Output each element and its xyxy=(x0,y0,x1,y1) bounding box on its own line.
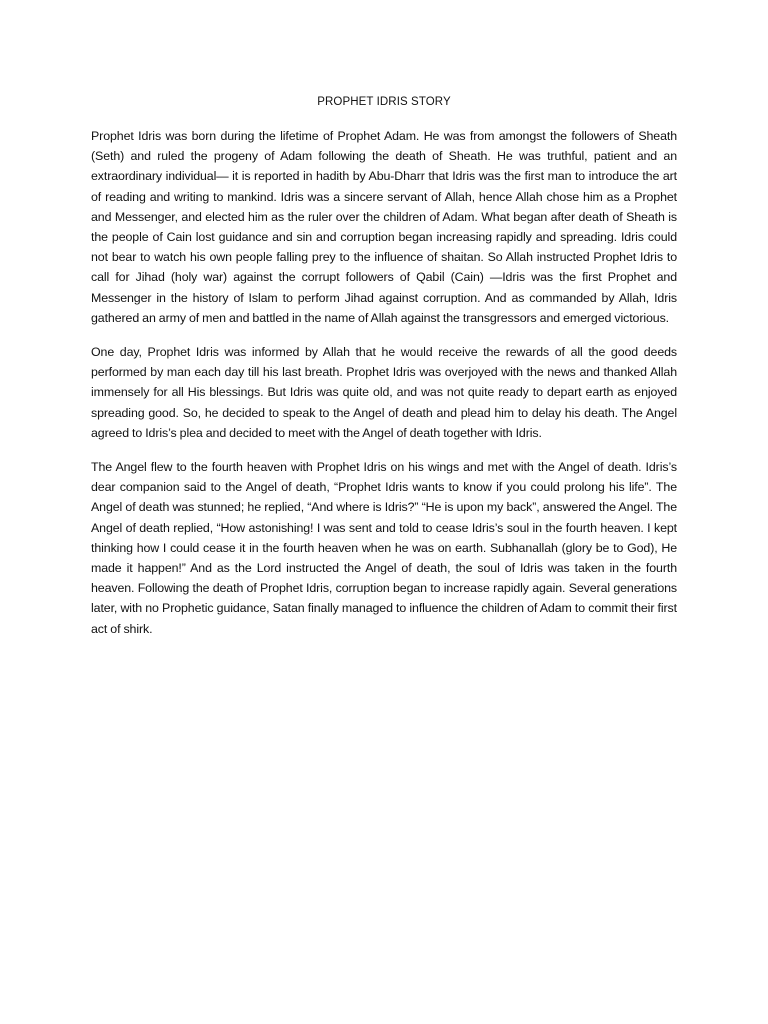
document-body xyxy=(91,126,677,653)
paragraph-2: One day, Prophet Idris was informed by Allah that he would receive the rewards of all the good deeds performed by man each day till his last breath. Prophet Idris was overjoyed with the news and thanked Allah immensely for all His blessings. But Idris was quite old, and was not quite ready to depart earth as enjoyed spreading good. So, he decided to speak to the Angel of death and plead him to delay his death. The Angel agreed to Idris’s plea and decided to meet with the Angel of death together with Idris. xyxy=(91,345,677,440)
paragraph-3: The Angel flew to the fourth heaven with Prophet Idris on his wings and met with the Angel of death. Idris’s dear companion said to the Angel of death, “Prophet Idris wants to know if you could prolong his life”. The Angel of death was stunned; he replied, “And where is Idris?” “He is upon my back”, answered the Angel. The Angel of death replied, “How astonishing! I was sent and told to cease Idris’s soul in the fourth heaven. I kept thinking how I could cease it in the fourth heaven when he was on earth. Subhanallah (glory be to God), He made it happen!” And as the Lord instructed the Angel of death, the soul of Idris was taken in the fourth heaven. Following the death of Prophet Idris, corruption began to increase rapidly again. Several generations later, with no Prophetic guidance, Satan finally managed to influence the children of Adam to commit their first act of shirk. xyxy=(91,460,677,636)
paragraph-1: Prophet Idris was born during the lifetime of Prophet Adam. He was from amongst the followers of Sheath (Seth) and ruled the progeny of Adam following the death of Sheath. He was truthful, patient and an extraordinary individual— it is reported in hadith by Abu-Dharr that Idris was the first man to introduce the art of reading and writing to mankind. Idris was a sincere servant of Allah, hence Allah chose him as a Prophet and Messenger, and elected him as the ruler over the children of Adam. What began after death of Sheath is the people of Cain lost guidance and sin and corruption began increasing rapidly and spreading. Idris could not bear to watch his own people falling prey to the influence of shaitan. So Allah instructed Prophet Idris to call for Jihad (holy war) against the corrupt followers of Qabil (Cain) —Idris was the first Prophet and Messenger in the history of Islam to perform Jihad against corruption. And as commanded by Allah, Idris gathered an army of men and battled in the name of Allah against the transgressors and emerged victorious. xyxy=(91,129,677,325)
document-title: PROPHET IDRIS STORY xyxy=(317,96,451,108)
